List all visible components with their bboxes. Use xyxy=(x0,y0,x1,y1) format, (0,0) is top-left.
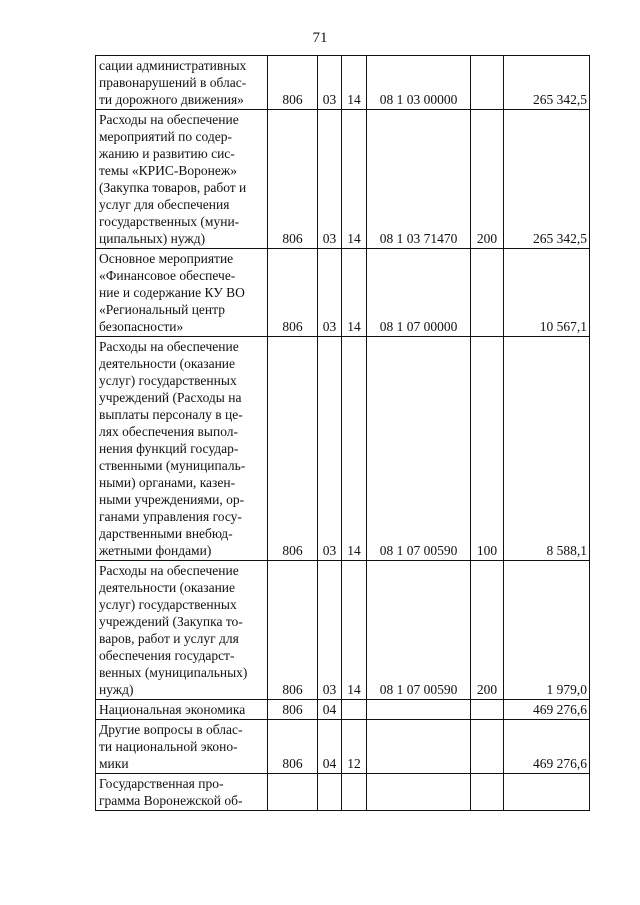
ministry-code: 806 xyxy=(268,337,318,561)
table-row xyxy=(96,561,590,700)
subsection-code: 14 xyxy=(342,110,367,249)
expense-type-code xyxy=(471,56,504,110)
section-code: 04 xyxy=(318,720,342,774)
section-code: 03 xyxy=(318,561,342,700)
row-name-cell xyxy=(96,110,268,249)
ministry-code: 806 xyxy=(268,249,318,337)
ministry-code: 806 xyxy=(268,110,318,249)
expense-type-code xyxy=(471,720,504,774)
subsection-code: 14 xyxy=(342,561,367,700)
subsection-code xyxy=(342,774,367,811)
program-code xyxy=(367,720,471,774)
expense-type-code: 200 xyxy=(471,110,504,249)
row-name: Национальная экономика xyxy=(99,702,246,717)
table-row xyxy=(96,56,590,110)
subsection-code: 14 xyxy=(342,337,367,561)
subsection-code: 14 xyxy=(342,249,367,337)
ministry-code xyxy=(268,774,318,811)
expense-type-code xyxy=(471,249,504,337)
section-code: 03 xyxy=(318,337,342,561)
row-name-cell xyxy=(96,56,268,110)
row-name: Основное мероприятие «Финансовое обеспече- ние и содержание КУ ВО «Региональный центр безопасности» xyxy=(99,251,245,334)
row-name: Другие вопросы в облас- ти национальной эконо- мики xyxy=(99,722,243,771)
amount-value: 469 276,6 xyxy=(504,700,590,720)
subsection-code: 12 xyxy=(342,720,367,774)
table-row xyxy=(96,720,590,774)
table-row xyxy=(96,700,590,720)
expense-type-code: 100 xyxy=(471,337,504,561)
section-code: 03 xyxy=(318,56,342,110)
program-code xyxy=(367,774,471,811)
amount-value: 469 276,6 xyxy=(504,720,590,774)
amount-value: 10 567,1 xyxy=(504,249,590,337)
amount-value: 8 588,1 xyxy=(504,337,590,561)
table-row xyxy=(96,774,590,811)
row-name-cell xyxy=(96,774,268,811)
amount-value: 265 342,5 xyxy=(504,56,590,110)
row-name: Расходы на обеспечение деятельности (оказание услуг) государственных учреждений (Закупка то- варов, работ и услуг для обеспечения государст- венных (муниципальных) нужд) xyxy=(99,563,248,697)
amount-value: 265 342,5 xyxy=(504,110,590,249)
program-code: 08 1 07 00590 xyxy=(367,561,471,700)
expense-type-code: 200 xyxy=(471,561,504,700)
row-name-cell xyxy=(96,561,268,700)
budget-table xyxy=(95,55,590,811)
section-code: 03 xyxy=(318,110,342,249)
ministry-code: 806 xyxy=(268,561,318,700)
expense-type-code xyxy=(471,774,504,811)
section-code: 04 xyxy=(318,700,342,720)
row-name: Расходы на обеспечение деятельности (оказание услуг) государственных учреждений (Расходы на выплаты персоналу в це- лях обеспечения выпол- нения функций государ- ственными (муниципаль- ными) органами, казен- ными учреждениями, ор- ганами управления госу- дарственными внебюд- жетными фондами) xyxy=(99,339,246,558)
row-name-cell xyxy=(96,700,268,720)
program-code xyxy=(367,700,471,720)
row-name: сации административных правонарушений в облас- ти дорожного движения» xyxy=(99,58,247,107)
row-name-cell xyxy=(96,720,268,774)
amount-value xyxy=(504,774,590,811)
row-name: Расходы на обеспечение мероприятий по содер- жанию и развитию сис- темы «КРИС-Воронеж» (Закупка товаров, работ и услуг для обеспечения государственных (муни- ципальных) нужд) xyxy=(99,112,247,246)
ministry-code: 806 xyxy=(268,56,318,110)
program-code: 08 1 07 00000 xyxy=(367,249,471,337)
ministry-code: 806 xyxy=(268,720,318,774)
page-number: 71 xyxy=(312,30,328,46)
ministry-code: 806 xyxy=(268,700,318,720)
expense-type-code xyxy=(471,700,504,720)
row-name: Государственная про- грамма Воронежской об- xyxy=(99,776,243,808)
table-row xyxy=(96,249,590,337)
row-name-cell xyxy=(96,249,268,337)
section-code xyxy=(318,774,342,811)
program-code: 08 1 07 00590 xyxy=(367,337,471,561)
table-row xyxy=(96,110,590,249)
subsection-code xyxy=(342,700,367,720)
subsection-code: 14 xyxy=(342,56,367,110)
program-code: 08 1 03 00000 xyxy=(367,56,471,110)
table-row xyxy=(96,337,590,561)
section-code: 03 xyxy=(318,249,342,337)
amount-value: 1 979,0 xyxy=(504,561,590,700)
row-name-cell xyxy=(96,337,268,561)
program-code: 08 1 03 71470 xyxy=(367,110,471,249)
